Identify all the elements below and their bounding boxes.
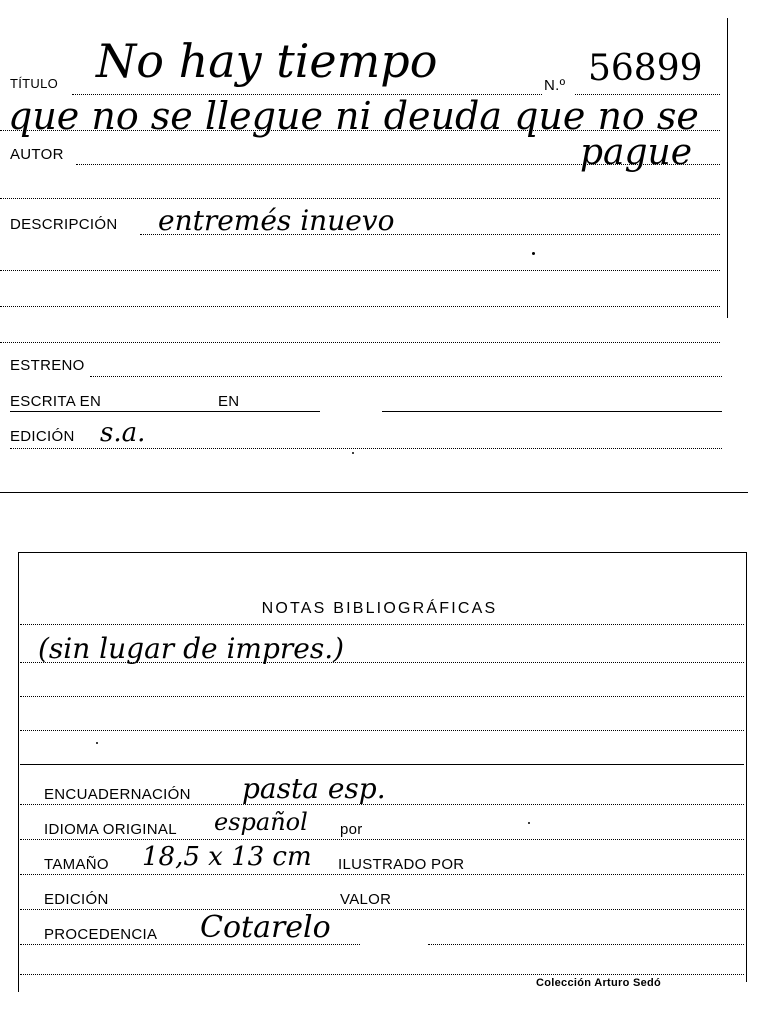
ink-speck (532, 252, 535, 255)
nota-line (20, 662, 744, 663)
idioma-value: español (214, 808, 308, 836)
valor-label: VALOR (340, 891, 392, 908)
edicion-value: s.a. (100, 418, 146, 448)
card-bottom-edge (0, 492, 748, 493)
ink-speck (96, 742, 98, 744)
ink-speck (528, 822, 530, 824)
blank-line-2 (0, 270, 720, 271)
ilustrado-label: ILUSTRADO POR (338, 856, 465, 873)
en-label: EN (218, 393, 240, 410)
titulo-label: TÍTULO (10, 76, 59, 91)
en-line (382, 411, 722, 412)
encuadernacion-value: pasta esp. (242, 772, 386, 805)
bottom-line (20, 974, 744, 975)
catalog-card-front (0, 0, 759, 495)
titulo-value-line2: que no se llegue ni deuda que no se (8, 94, 699, 138)
catalog-card-back (0, 540, 759, 1028)
edicion-line (20, 909, 744, 910)
tamano-label: TAMAÑO (44, 856, 109, 873)
descripcion-label: DESCRIPCIÓN (10, 216, 118, 233)
tamano-line (20, 874, 744, 875)
card-left-edge (18, 552, 19, 992)
autor-label: AUTOR (10, 146, 64, 163)
escrita-en-line (10, 411, 320, 412)
blank-line-1 (0, 198, 720, 199)
titulo-value-line1: No hay tiempo (96, 34, 438, 88)
edicion-label: EDICIÓN (10, 428, 75, 445)
estreno-line (90, 376, 722, 377)
procedencia-label: PROCEDENCIA (44, 926, 158, 943)
titulo-continuation-line (0, 130, 720, 131)
procedencia-line-right (428, 944, 744, 945)
idioma-line (20, 839, 744, 840)
collection-footer: Colección Arturo Sedó (536, 977, 662, 989)
por-label: por (340, 821, 363, 838)
edicion-line (10, 448, 722, 449)
blank-line-3 (0, 306, 720, 307)
blank-line-6 (20, 730, 744, 731)
edicion-label: EDICIÓN (44, 891, 109, 908)
numero-label: N.º (544, 77, 566, 94)
titulo-value-line3: pague (580, 132, 693, 173)
blank-line-5 (20, 696, 744, 697)
escrita-en-label: ESCRITA EN (10, 393, 102, 410)
estreno-label: ESTRENO (10, 357, 85, 374)
blank-line-7 (20, 764, 744, 765)
blank-line-4 (0, 342, 720, 343)
nota-value: (sin lugar de impres.) (38, 632, 345, 665)
descripcion-value: entremés inuevo (158, 204, 395, 237)
tamano-value: 18,5 x 13 cm (142, 842, 312, 872)
card-top-edge (18, 552, 746, 553)
idioma-label: IDIOMA ORIGINAL (44, 821, 177, 838)
numero-value: 56899 (588, 48, 703, 89)
notes-heading: NOTAS BIBLIOGRÁFICAS (261, 600, 498, 617)
ink-speck (352, 452, 354, 454)
encuadernacion-label: ENCUADERNACIÓN (44, 786, 191, 803)
notes-heading-line (20, 624, 744, 625)
procedencia-value: Cotarelo (200, 910, 331, 945)
card-right-edge (727, 18, 728, 318)
